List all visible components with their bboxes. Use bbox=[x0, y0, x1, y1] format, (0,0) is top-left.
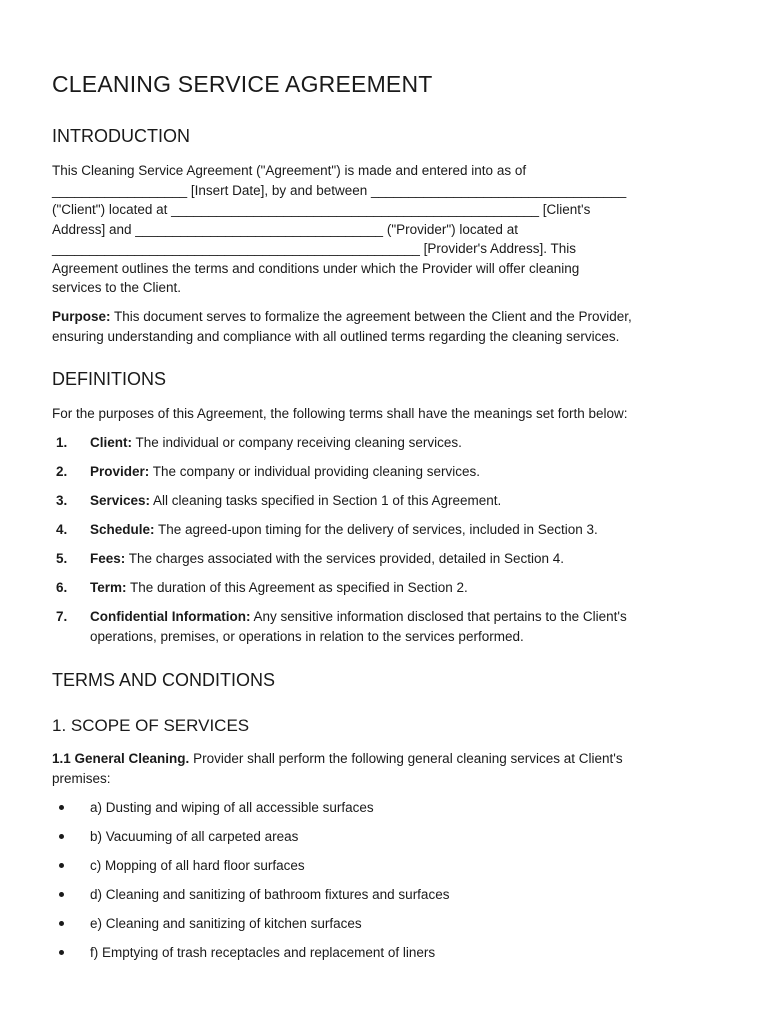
definition-term: Services: bbox=[90, 493, 151, 508]
definition-text: The individual or company receiving cleaning services. bbox=[132, 435, 462, 450]
item-number: 2. bbox=[56, 464, 68, 479]
general-cleaning-paragraph bbox=[52, 749, 720, 788]
intro-line: This Cleaning Service Agreement ("Agreement") is made and entered into as of bbox=[52, 163, 527, 178]
definition-term: Client: bbox=[90, 435, 132, 450]
terms-heading: TERMS AND CONDITIONS bbox=[52, 670, 276, 690]
item-body bbox=[90, 462, 720, 482]
introduction-heading: INTRODUCTION bbox=[52, 126, 190, 146]
definition-term: Term: bbox=[90, 580, 127, 595]
general-line: premises: bbox=[52, 770, 111, 786]
definition-term: Fees: bbox=[90, 551, 126, 566]
general-cleaning-label: 1.1 General Cleaning. bbox=[52, 751, 190, 766]
definition-term: Schedule: bbox=[90, 522, 155, 537]
definitions-heading: DEFINITIONS bbox=[52, 369, 167, 389]
list-item-text: c) Mopping of all hard floor surfaces bbox=[90, 858, 305, 873]
general-line bbox=[52, 749, 720, 769]
definition-text: The company or individual providing cleaning services. bbox=[149, 464, 480, 479]
scope-heading: 1. SCOPE OF SERVICES bbox=[52, 716, 250, 735]
bullet-icon bbox=[59, 805, 64, 810]
item-number: 3. bbox=[56, 493, 68, 508]
intro-line: Agreement outlines the terms and conditions under which the Provider will offer cleaning bbox=[52, 260, 580, 276]
definitions-intro: For the purposes of this Agreement, the following terms shall have the meanings set forth below: bbox=[52, 406, 628, 421]
purpose-paragraph bbox=[52, 307, 720, 346]
item-body bbox=[90, 433, 720, 453]
item-body bbox=[90, 607, 720, 646]
item-body bbox=[90, 578, 720, 598]
list-item-text: a) Dusting and wiping of all accessible surfaces bbox=[90, 800, 374, 815]
item-body bbox=[90, 520, 720, 540]
item-body bbox=[90, 549, 720, 569]
general-cleaning-text: Provider shall perform the following general cleaning services at Client's bbox=[189, 751, 623, 766]
intro-line: services to the Client. bbox=[52, 280, 182, 295]
list-item-text: b) Vacuuming of all carpeted areas bbox=[90, 829, 299, 844]
introduction-paragraph bbox=[52, 161, 720, 298]
document-title: CLEANING SERVICE AGREEMENT bbox=[52, 71, 433, 97]
definition-text: The charges associated with the services provided, detailed in Section 4. bbox=[125, 551, 565, 566]
list-item-text: e) Cleaning and sanitizing of kitchen surfaces bbox=[90, 916, 362, 931]
purpose-line bbox=[52, 307, 720, 327]
bullet-icon bbox=[59, 834, 64, 839]
definition-text: All cleaning tasks specified in Section 1 of this Agreement. bbox=[150, 493, 502, 508]
definition-text: operations, premises, or operations in relation to the services performed. bbox=[90, 628, 524, 644]
item-number: 7. bbox=[56, 609, 68, 624]
purpose-line: ensuring understanding and compliance with all outlined terms regarding the cleaning services. bbox=[52, 328, 620, 344]
bullet-icon bbox=[59, 950, 64, 955]
intro-line: __________________ [Insert Date], by and between __________________________________ bbox=[52, 182, 627, 198]
bullet-icon bbox=[59, 863, 64, 868]
purpose-text: This document serves to formalize the agreement between the Client and the Provider, bbox=[110, 309, 632, 324]
intro-line: Address] and _________________________________ ("Provider") located at bbox=[52, 221, 518, 237]
definition-term: Confidential Information: bbox=[90, 609, 251, 624]
intro-line: _________________________________________________ [Provider's Address]. This bbox=[52, 241, 577, 256]
definition-text: The agreed-upon timing for the delivery of services, included in Section 3. bbox=[154, 522, 598, 537]
definition-term: Provider: bbox=[90, 464, 150, 479]
bullet-icon bbox=[59, 892, 64, 897]
item-number: 6. bbox=[56, 580, 68, 595]
list-item-text: f) Emptying of trash receptacles and replacement of liners bbox=[90, 945, 436, 960]
bullet-icon bbox=[59, 921, 64, 926]
item-number: 1. bbox=[56, 435, 68, 450]
intro-line: ("Client") located at _________________________________________________ [Client's bbox=[52, 202, 591, 217]
definition-text: The duration of this Agreement as specified in Section 2. bbox=[126, 580, 468, 595]
purpose-label: Purpose: bbox=[52, 309, 111, 324]
item-number: 4. bbox=[56, 522, 68, 537]
list-item-text: d) Cleaning and sanitizing of bathroom fixtures and surfaces bbox=[90, 887, 450, 902]
definition-text: Any sensitive information disclosed that pertains to the Client's bbox=[250, 609, 627, 624]
item-body bbox=[90, 491, 720, 511]
item-number: 5. bbox=[56, 551, 68, 566]
